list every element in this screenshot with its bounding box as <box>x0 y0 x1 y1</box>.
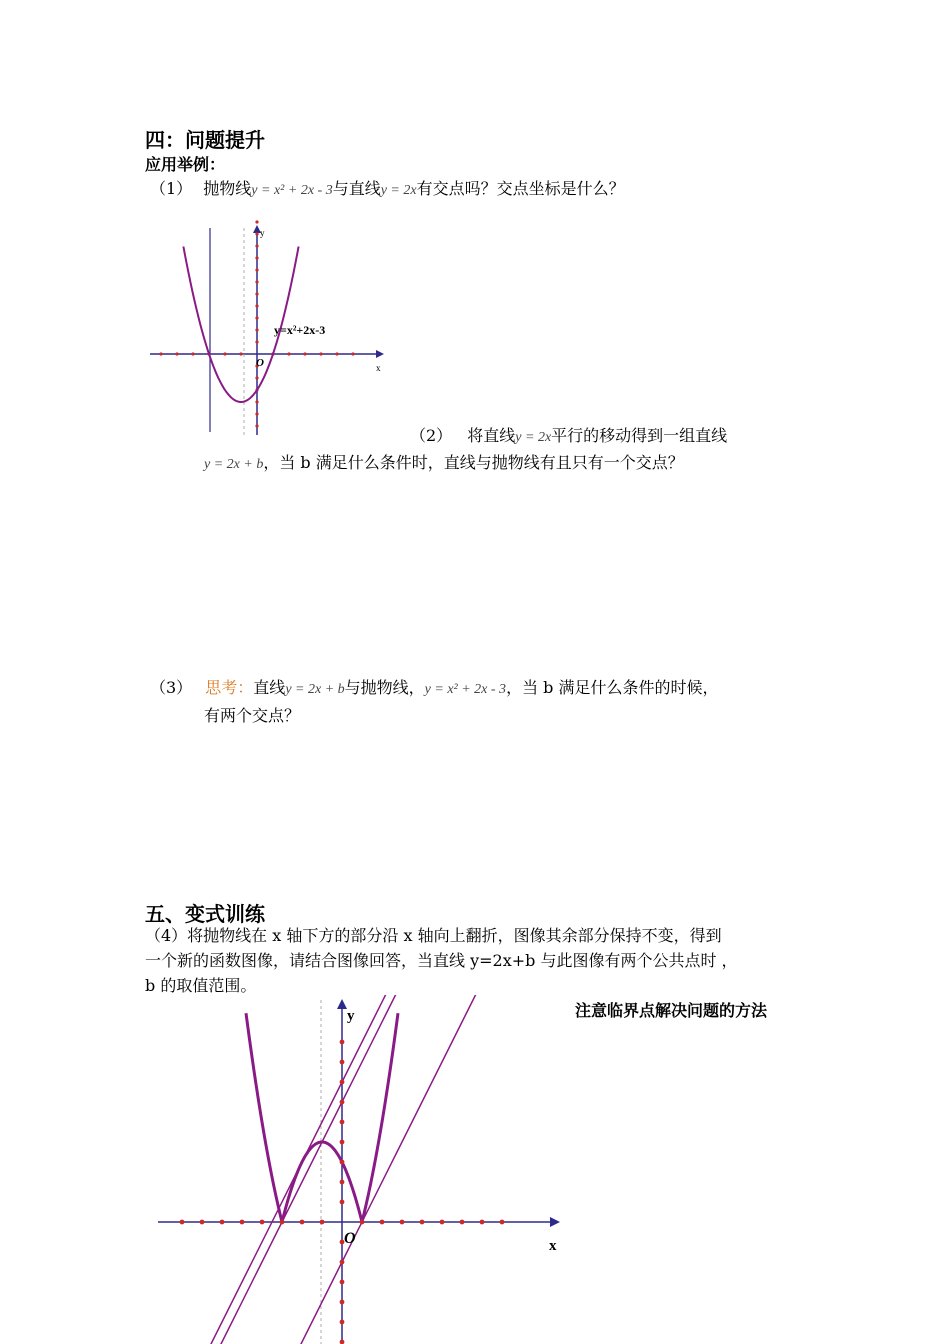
graph2-y-label: y <box>347 1008 355 1024</box>
graph1-x-tick-dot <box>223 352 226 355</box>
graph2-y-tick-dot <box>340 1180 345 1185</box>
graph1-x-tick-dot <box>191 352 194 355</box>
graph1-y-tick-dot <box>255 292 258 295</box>
graph2-y-tick-dot <box>340 1300 345 1305</box>
graph1-y-tick-dot <box>255 280 258 283</box>
graph1-y-label: y <box>260 228 265 238</box>
q3-parabola-eq: y = x² + 2x - 3 <box>424 682 507 697</box>
graph1-y-tick-dot <box>255 232 258 235</box>
graph1-origin-label: O <box>256 357 264 369</box>
question-3-line2: 有两个交点？ <box>204 706 301 725</box>
graph-2 <box>150 995 580 1344</box>
q1-post: 有交点吗？交点坐标是什么？ <box>416 179 625 198</box>
graph2-parallel-lines <box>150 995 502 1344</box>
graph2-x-tick-dot <box>180 1220 185 1225</box>
q1-number: （1） <box>150 179 193 198</box>
graph2-x-tick-dot <box>460 1220 465 1225</box>
graph2-y-tick-dot <box>340 1200 345 1205</box>
graph1-y-tick-dot <box>255 256 258 259</box>
graph2-x-tick-dot <box>480 1220 485 1225</box>
graph1-x-tick-dot <box>303 352 306 355</box>
graph2-y-tick-dot <box>340 1160 345 1165</box>
question-4-line3: b 的取值范围。 <box>145 976 257 995</box>
graph2-x-tick-dot <box>360 1220 365 1225</box>
graph2-x-tick-dot <box>380 1220 385 1225</box>
graph2-y-tick-dot <box>340 1320 345 1325</box>
question-4-line1: （4）将抛物线在 x 轴下方的部分沿 x 轴向上翻折，图像其余部分保持不变，得到 <box>145 926 722 945</box>
graph2-y-arrow <box>337 999 347 1009</box>
graph2-y-tick-dot <box>340 1080 345 1085</box>
critical-point-note: 注意临界点解决问题的方法 <box>575 1001 768 1020</box>
q2-post: 平行的移动得到一组直线 <box>551 426 728 445</box>
graph1-x-tick-dot <box>351 352 354 355</box>
graph2-y-tick-dot <box>340 1340 345 1344</box>
graph2-y-tick-dot <box>340 1060 345 1065</box>
graph1-x-tick-dot <box>287 352 290 355</box>
graph2-x-tick-dot <box>200 1220 205 1225</box>
graph2-x-tick-dot <box>500 1220 505 1225</box>
graph2-x-tick-dot <box>220 1220 225 1225</box>
q2-family-eq: y = 2x + b <box>204 457 264 472</box>
graph2-x-tick-dot <box>240 1220 245 1225</box>
graph2-x-tick-dot <box>280 1220 285 1225</box>
graph1-y-tick-dot <box>255 316 258 319</box>
graph2-x-label: x <box>549 1238 557 1254</box>
q3-line-eq: y = 2x + b <box>285 682 345 697</box>
q1-pre: 抛物线 <box>203 179 252 198</box>
graph1-y-tick-dot <box>255 220 258 223</box>
graph1-y-tick-dot <box>255 412 258 415</box>
graph2-x-tick-dot <box>440 1220 445 1225</box>
graph2-y-tick-dot <box>340 1100 345 1105</box>
section5-title: 五、变式训练 <box>145 902 265 926</box>
graph1-x-tick-dot <box>175 352 178 355</box>
q2-pre: 将直线 <box>467 426 516 445</box>
graph1-y-tick-dot <box>255 376 258 379</box>
question-3-line1 <box>150 675 718 698</box>
graph1-y-tick-dot <box>255 304 258 307</box>
q1-mid: 与直线 <box>332 179 381 198</box>
q1-line-eq: y = 2x <box>380 183 417 198</box>
graph1-x-arrow <box>376 350 384 358</box>
question-2-line1 <box>410 423 727 446</box>
graph2-y-tick-dot <box>340 1040 345 1045</box>
q3-number: （3） <box>150 678 193 697</box>
section4-title: 四：问题提升 <box>145 128 265 152</box>
question-4-line2: 一个新的函数图像，请结合图像回答，当直线 y=2x+b 与此图像有两个公共点时 ， <box>145 951 738 970</box>
graph1-x-label: x <box>376 363 381 373</box>
graph1-x-tick-dot <box>319 352 322 355</box>
graph1-y-tick-dot <box>255 400 258 403</box>
graph-1 <box>140 220 400 445</box>
graph2-line-y-2x-plus-b <box>150 995 502 1344</box>
question-1 <box>150 176 625 199</box>
graph1-y-tick-dot <box>255 328 258 331</box>
graph2-x-tick-dot <box>400 1220 405 1225</box>
q3-think: 思考： <box>205 678 254 697</box>
graph1-y-tick-dot <box>255 244 258 247</box>
graph2-y-tick-dot <box>340 1120 345 1125</box>
section4-subtitle: 应用举例： <box>145 155 226 174</box>
graph1-y-tick-dot <box>255 340 258 343</box>
graph1-y-tick-dot <box>255 268 258 271</box>
graph2-y-tick-dot <box>340 1280 345 1285</box>
q2-line2: ，当 b 满足什么条件时，直线与抛物线有且只有一个交点？ <box>263 453 684 472</box>
q3-mid: 与抛物线， <box>344 678 425 697</box>
graph2-x-arrow <box>550 1217 560 1227</box>
graph1-x-tick-dot <box>335 352 338 355</box>
graph2-origin-label: O <box>344 1230 356 1247</box>
graph2-x-tick-dot <box>420 1220 425 1225</box>
graph2-y-tick-dot <box>340 1260 345 1265</box>
graph1-x-tick-dot <box>159 352 162 355</box>
graph2-y-tick-dot <box>340 1140 345 1145</box>
graph2-x-tick-dot <box>320 1220 325 1225</box>
q3-post: ，当 b 满足什么条件的时候， <box>506 678 719 697</box>
q2-line-eq: y = 2x <box>515 430 552 445</box>
graph2-x-tick-dot <box>260 1220 265 1225</box>
q3-pre: 直线 <box>253 678 286 697</box>
question-2-line2 <box>204 450 684 473</box>
q1-parabola-eq: y = x² + 2x - 3 <box>251 183 333 198</box>
graph2-x-tick-dot <box>300 1220 305 1225</box>
graph2-folded-parabola <box>246 1013 398 1222</box>
graph1-x-tick-dot <box>239 352 242 355</box>
graph1-y-tick-dot <box>255 424 258 427</box>
graph1-curve-label: y=x²+2x-3 <box>274 323 326 337</box>
q2-number: （2） <box>410 426 453 445</box>
